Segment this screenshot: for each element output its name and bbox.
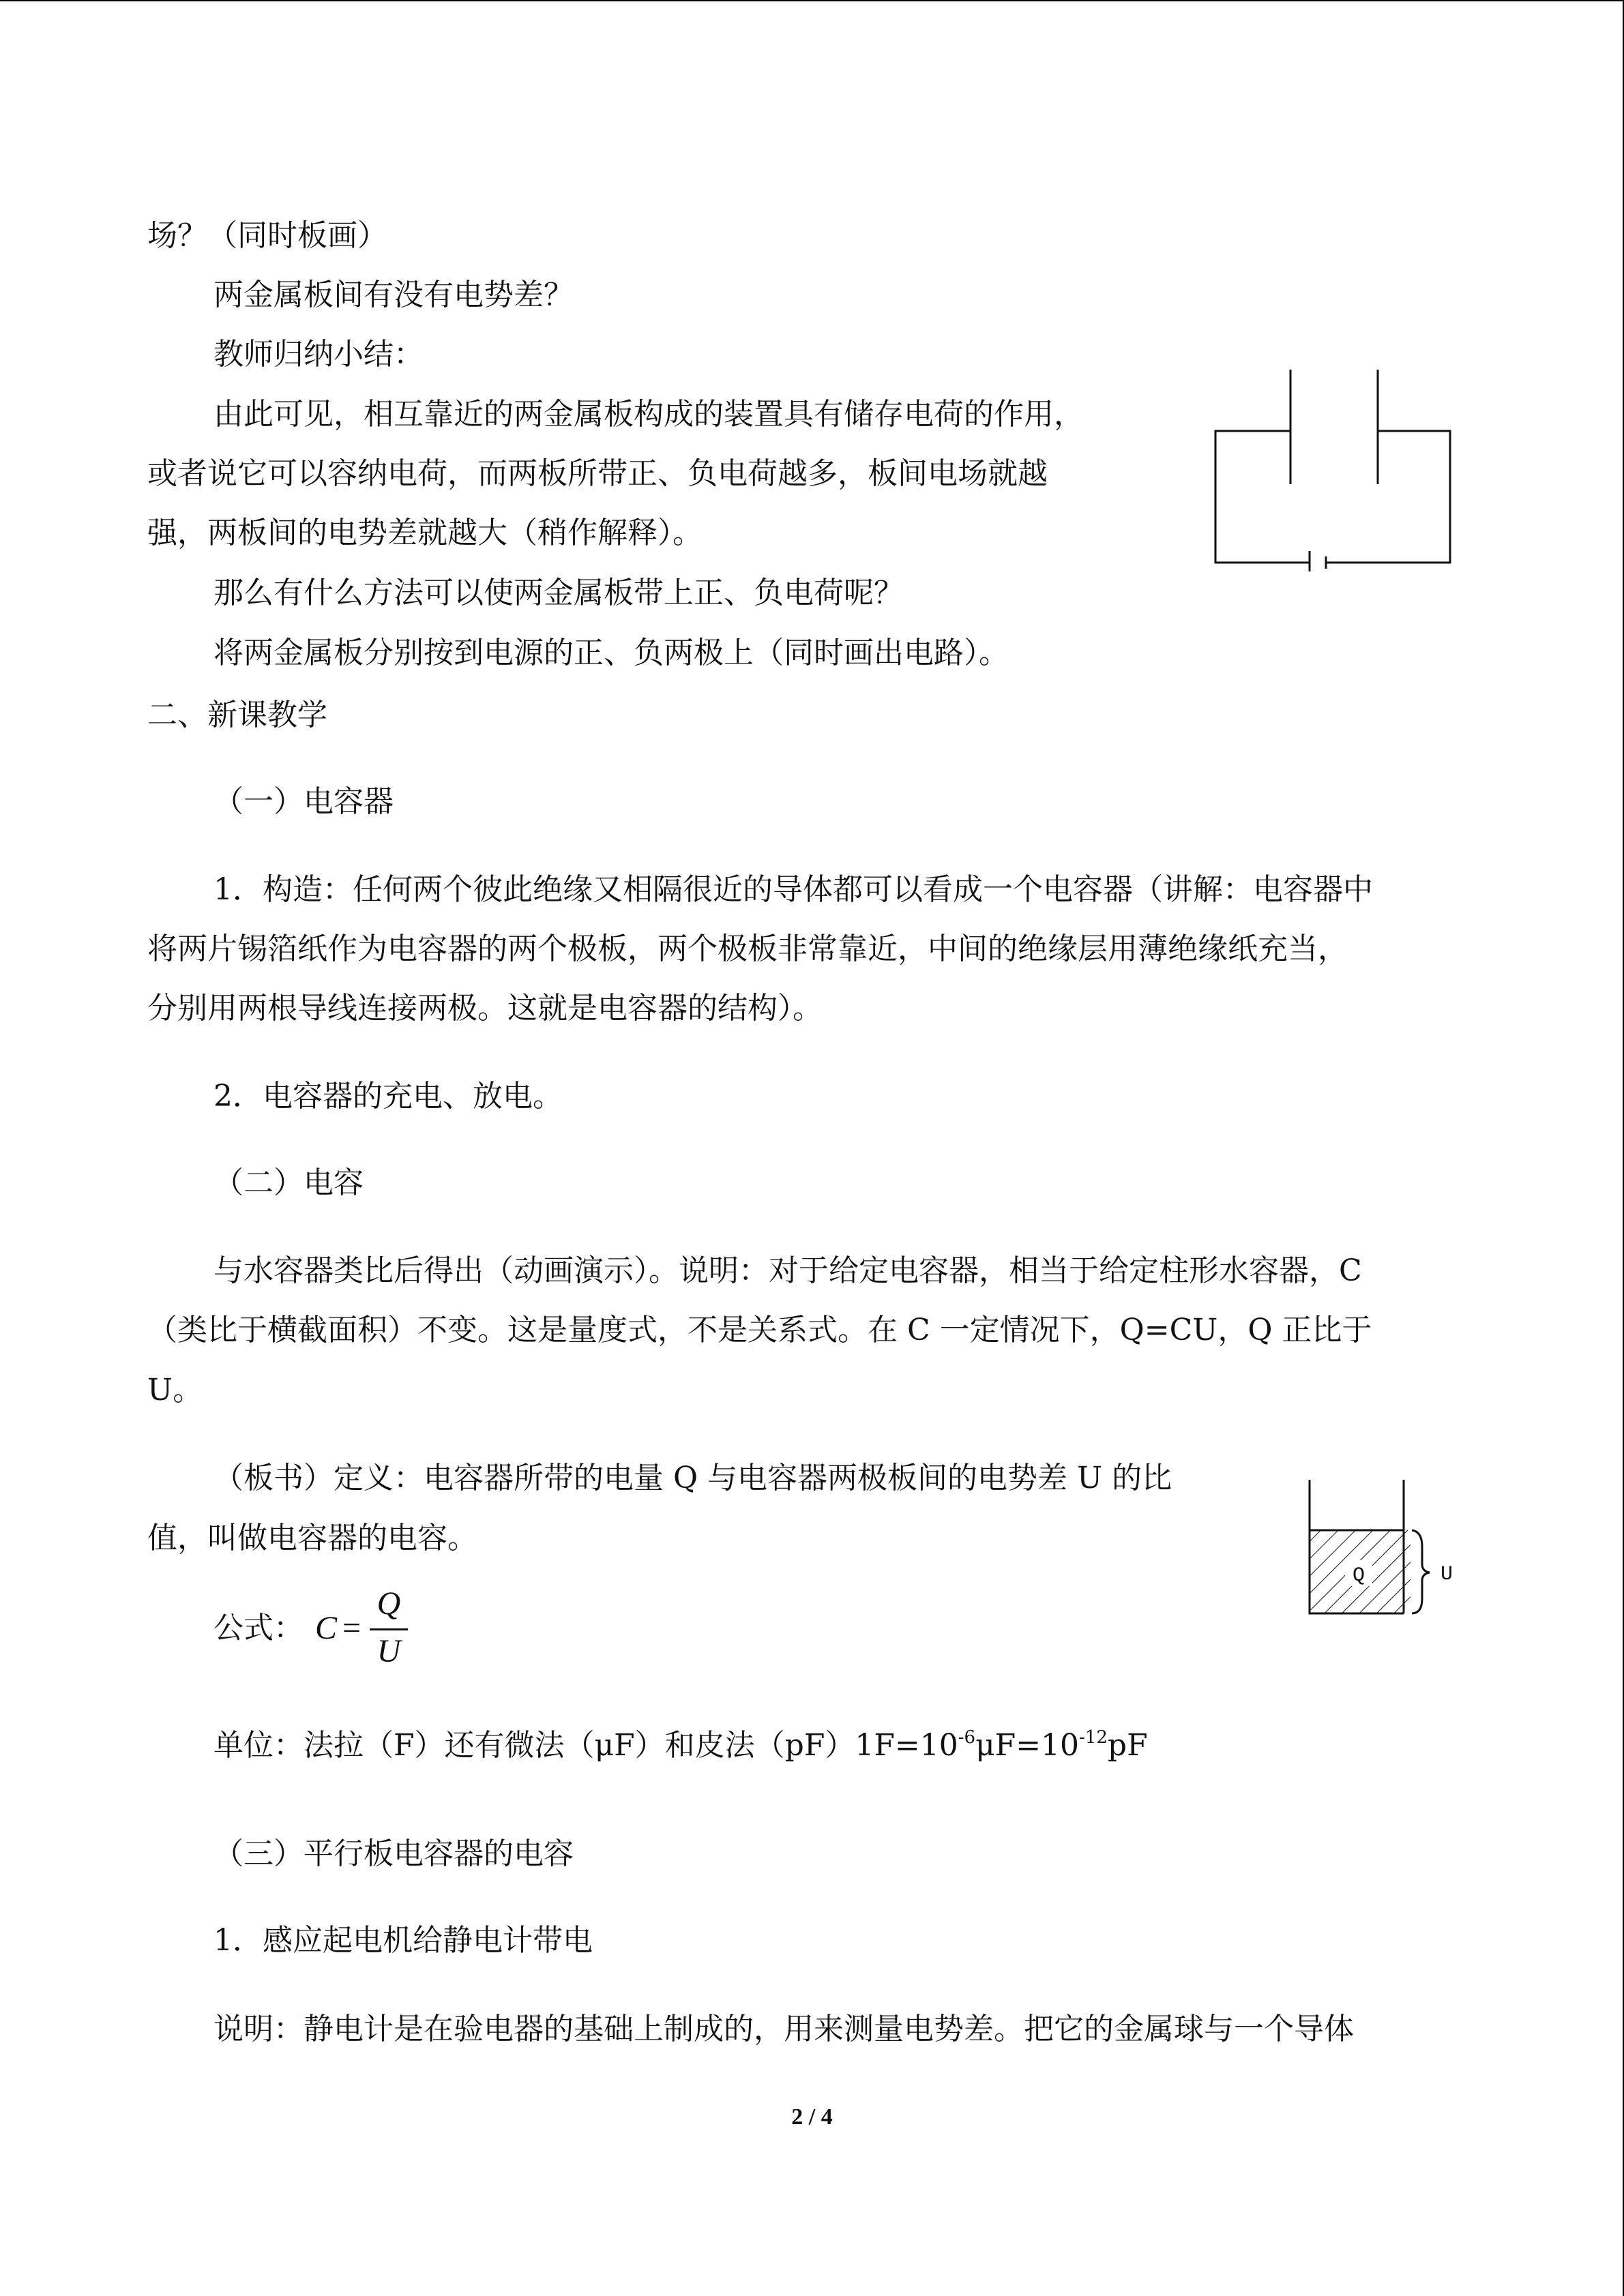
text-line-1: 场？（同时板画）	[147, 218, 387, 253]
text-line-13: 分别用两根导线连接两极。这就是电容器的结构）。	[147, 991, 823, 1026]
page-number: 2 / 4	[791, 2104, 833, 2130]
section-heading-new-lesson: 二、新课教学	[147, 698, 327, 732]
formula-numerator: Q	[377, 1585, 401, 1622]
text-line-4: 由此可见，相互靠近的两金属板构成的装置具有储存电荷的作用，	[213, 397, 1084, 432]
text-line-5: 或者说它可以容纳电荷，而两板所带正、负电荷越多，板间电场就越	[147, 456, 1048, 491]
text-line-19: （板书）定义：电容器所带的电量 Q 与电容器两极板间的电势差 U 的比	[213, 1461, 1172, 1495]
units-suffix: pF	[1107, 1728, 1148, 1763]
subsection-parallel-plate: （三）平行板电容器的电容	[213, 1836, 574, 1871]
text-line-8: 将两金属板分别按到电源的正、负两极上（同时画出电路）。	[213, 636, 1009, 670]
text-line-24: 1．感应起电机给静电计带电	[213, 1923, 593, 1958]
fraction-bar	[370, 1628, 408, 1630]
subsection-capacitance: （二）电容	[213, 1165, 364, 1200]
units-mid: μF=10	[975, 1728, 1080, 1763]
text-line-16: 与水容器类比后得出（动画演示）。说明：对于给定电容器，相当于给定柱形水容器，C	[213, 1253, 1362, 1288]
formula-label: 公式：	[213, 1611, 304, 1645]
text-line-12: 将两片锡箔纸作为电容器的两个极板，两个极板非常靠近，中间的绝缘层用薄绝缘纸充当，	[147, 931, 1348, 966]
text-line-6: 强，两板间的电势差就越大（稍作解释）。	[147, 516, 703, 550]
units-line	[213, 1727, 1148, 1765]
units-exp2: -12	[1079, 1727, 1108, 1748]
formula-equals: =	[342, 1610, 361, 1646]
text-line-7: 那么有什么方法可以使两金属板带上正、负电荷呢？	[213, 576, 904, 610]
text-line-2: 两金属板间有没有电势差？	[213, 278, 574, 312]
water-container-diagram	[1303, 1478, 1473, 1635]
text-line-14: 2．电容器的充电、放电。	[213, 1079, 563, 1114]
water-u-label: U	[1441, 1563, 1453, 1586]
capacitance-formula	[315, 1585, 411, 1678]
water-q-label: Q	[1352, 1564, 1365, 1587]
capacitor-circuit-diagram	[1207, 367, 1453, 571]
text-line-3: 教师归纳小结：	[213, 337, 424, 372]
text-line-17: （类比于横截面积）不变。这是量度式，不是关系式。在 C 一定情况下，Q=CU，Q 正比于	[147, 1313, 1372, 1347]
subsection-capacitor: （一）电容器	[213, 784, 394, 819]
text-line-18: U。	[147, 1373, 203, 1407]
text-line-25: 说明：静电计是在验电器的基础上制成的，用来测量电势差。把它的金属球与一个导体	[213, 2012, 1354, 2046]
formula-lhs: C	[315, 1610, 338, 1646]
units-prefix: 单位：法拉（F）还有微法（μF）和皮法（pF）1F=10	[213, 1728, 958, 1763]
formula-denominator: U	[377, 1633, 401, 1669]
text-line-20: 值，叫做电容器的电容。	[147, 1521, 477, 1555]
text-line-11: 1．构造：任何两个彼此绝缘又相隔很近的导体都可以看成一个电容器（讲解：电容器中	[213, 872, 1373, 907]
units-exp1: -6	[958, 1727, 976, 1748]
